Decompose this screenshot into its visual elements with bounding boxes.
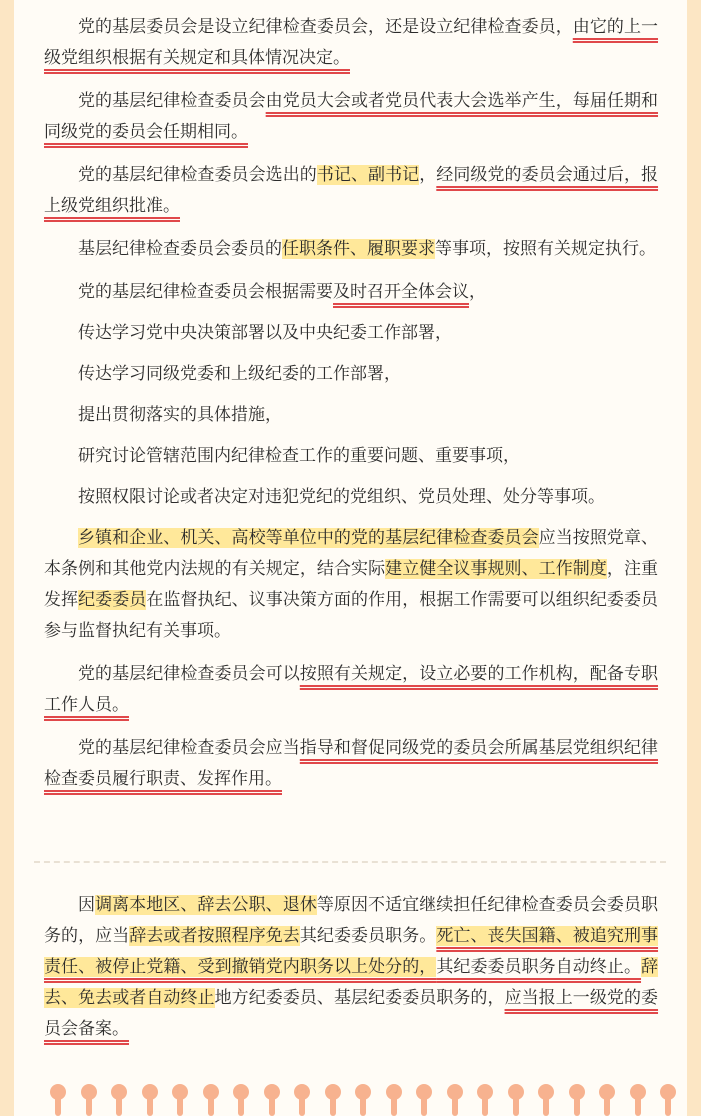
binding-ring (172, 1084, 188, 1116)
text-run: 在监督执纪、议事决策方面的作用，根据工作需要可以组织纪委委员参与监督执纪有关事项。 (44, 590, 659, 641)
text-run: ， (469, 282, 486, 302)
highlighted-text: 乡镇和企业、机关、高校等单位中的党的基层纪律检查委员会 (78, 528, 539, 548)
text-run: 因 (78, 895, 96, 915)
highlighted-text: 死亡、丧失国籍、被追究刑事责任、被停止党籍、受到撤销党内职务以上处分的， (44, 926, 659, 977)
paragraph (44, 733, 658, 795)
section-member-termination (44, 890, 658, 1057)
text-run: 应当按照党章、本条例和其他党内法规的有关规定，结合实际 (44, 528, 659, 579)
binding-ring (81, 1084, 97, 1116)
paragraph (44, 160, 658, 222)
binding-ring (630, 1084, 646, 1116)
paragraph (44, 400, 658, 431)
binding-ring (355, 1084, 371, 1116)
underlined-text: 及时召开全体会议 (333, 282, 469, 302)
text-run: 基层纪律检查委员会委员的 (78, 239, 282, 259)
binding-ring (294, 1084, 310, 1116)
paragraph (44, 318, 658, 349)
paragraph (44, 523, 658, 647)
underlined-text: 由党员大会或者党员代表大会选举产生，每届任期和同级党的委员会任期相同。 (44, 91, 659, 142)
binding-ring (416, 1084, 432, 1116)
paragraph (44, 12, 658, 74)
paragraph (44, 277, 658, 308)
highlighted-text: 书记、副书记 (316, 165, 420, 185)
highlighted-text: 任职条件、履职要求 (282, 239, 435, 259)
text-run: 党的基层纪律检查委员会应当 (78, 738, 300, 758)
binding-ring (477, 1084, 493, 1116)
binding-ring (386, 1084, 402, 1116)
binding-ring (325, 1084, 341, 1116)
text-run: 党的基层纪律检查委员会可以 (78, 664, 300, 684)
text-run: 等原因不适宜继续担任纪律检查委员会委员职务的，应当 (44, 895, 659, 946)
binding-ring (203, 1084, 219, 1116)
binding-ring (264, 1084, 280, 1116)
text-run: 传达学习党中央决策部署以及中央纪委工作部署， (78, 323, 452, 343)
underlined-text: 由它的上一级党组织根据有关规定和具体情况决定。 (44, 17, 659, 68)
highlighted-text: 调离本地区、辞去公职、退休 (95, 895, 317, 915)
paragraph (44, 890, 658, 1045)
binding-ring (447, 1084, 463, 1116)
paragraph (44, 441, 658, 472)
text-run: 按照权限讨论或者决定对违犯党纪的党组织、党员处理、处分等事项。 (78, 487, 605, 507)
paragraph (44, 234, 658, 265)
text-run: 等事项，按照有关规定执行。 (435, 239, 656, 259)
text-run: 党的基层纪律检查委员会选出的 (78, 165, 317, 185)
binding-ring (142, 1084, 158, 1116)
binding-ring (111, 1084, 127, 1116)
binding-ring (569, 1084, 585, 1116)
highlighted-text: 纪委委员 (78, 590, 147, 610)
section-divider (34, 861, 666, 863)
binding-ring (599, 1084, 615, 1116)
binding-ring (660, 1084, 676, 1116)
text-run: ，注重发挥 (44, 559, 659, 610)
paragraph (44, 86, 658, 148)
text-run: 其纪委委员职务。 (299, 926, 437, 946)
binding-ring (538, 1084, 554, 1116)
section-party-commission-duties (44, 12, 658, 807)
highlighted-text: 辞去或者按照程序免去 (129, 926, 300, 946)
underlined-text: 按照有关规定，设立必要的工作机构，配备专职工作人员。 (44, 664, 659, 715)
underlined-text: 指导和督促同级党的委员会所属基层党组织纪律检查委员履行职责、发挥作用。 (44, 738, 659, 789)
underlined-text: 其纪委委员职务自动终止。 (436, 957, 642, 977)
text-run: 研究讨论管辖范围内纪律检查工作的重要问题、重要事项， (78, 446, 520, 466)
highlighted-text: 辞去、免去或者自动终止 (44, 957, 659, 1008)
binding-ring (233, 1084, 249, 1116)
text-run: 地方纪委委员、基层纪委委员职务的， (214, 988, 505, 1008)
text-run: 提出贯彻落实的具体措施， (78, 405, 282, 425)
text-run: 党的基层纪律检查委员会 (78, 91, 266, 111)
paragraph (44, 482, 658, 513)
underlined-text: 应当报上一级党的委员会备案。 (44, 988, 659, 1039)
binding-ring (50, 1084, 66, 1116)
paragraph (44, 359, 658, 390)
notebook-binding (0, 1076, 701, 1116)
text-run: ， (419, 165, 437, 185)
underlined-text: 经同级党的委员会通过后，报上级党组织批准。 (44, 165, 659, 216)
binding-ring (508, 1084, 524, 1116)
text-run: 党的基层纪律检查委员会根据需要 (78, 282, 333, 302)
paragraph (44, 659, 658, 721)
highlighted-text: 建立健全议事规则、工作制度 (385, 559, 607, 579)
text-run: 党的基层委员会是设立纪律检查委员会，还是设立纪律检查委员， (78, 17, 573, 37)
text-run: 传达学习同级党委和上级纪委的工作部署， (78, 364, 401, 384)
